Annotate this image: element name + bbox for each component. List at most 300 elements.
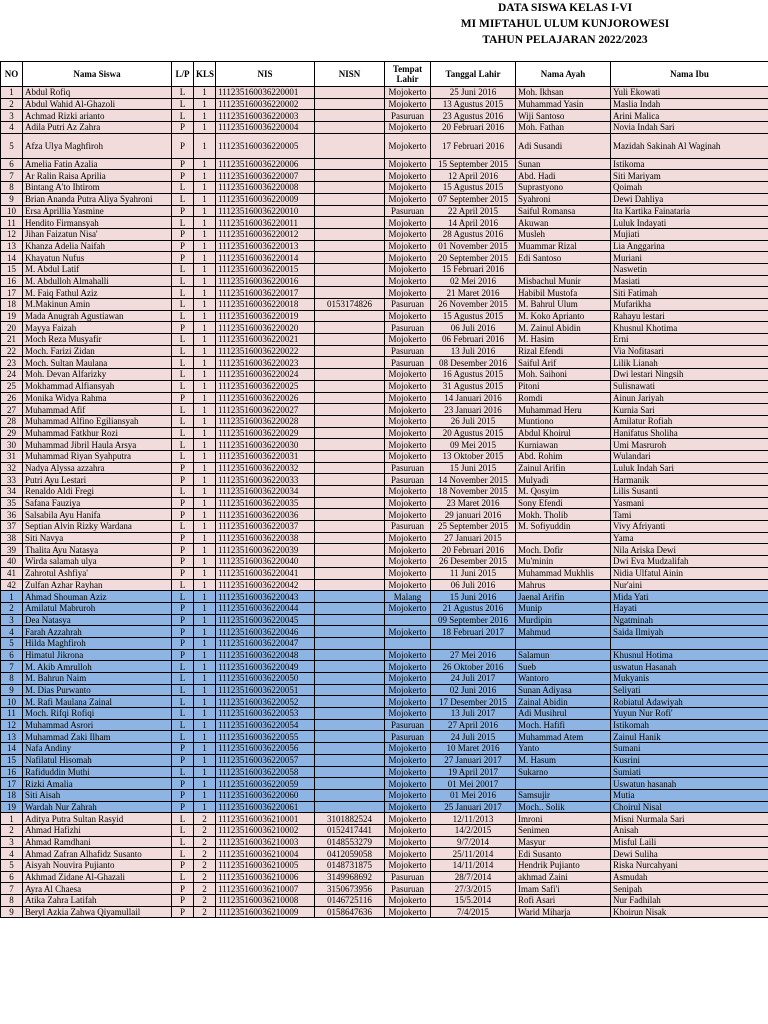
table-cell: Muntiono xyxy=(516,415,611,427)
table-cell: 1 xyxy=(194,275,216,287)
table-row xyxy=(1,813,768,825)
table-cell: 111235160036220018 xyxy=(216,299,315,311)
table-cell: 1 xyxy=(194,122,216,134)
table-cell: 111235160036220002 xyxy=(216,98,315,110)
table-cell: Dewi Dahliya xyxy=(611,193,768,205)
table-body xyxy=(1,87,768,918)
table-cell: Misful Laili xyxy=(611,836,768,848)
table-cell: Nur'aini xyxy=(611,579,768,591)
table-cell: 1 xyxy=(194,287,216,299)
table-cell: Muhammad Fatkhur Rozi xyxy=(23,427,172,439)
table-cell: Mojokerto xyxy=(385,415,431,427)
table-cell: 111235160036220033 xyxy=(216,474,315,486)
table-cell: Mojokerto xyxy=(385,766,431,778)
table-cell: 1 xyxy=(194,345,216,357)
table-cell: 1 xyxy=(194,263,216,275)
table-cell: Moh. Saihoni xyxy=(516,369,611,381)
table-cell: Sunan xyxy=(516,158,611,170)
table-cell: 08 Desember 2016 xyxy=(431,357,516,369)
table-row xyxy=(1,497,768,509)
table-row xyxy=(1,509,768,521)
table-cell: Khusnul Khotima xyxy=(611,322,768,334)
table-cell xyxy=(315,743,385,755)
table-cell: 1 xyxy=(194,567,216,579)
table-cell: L xyxy=(172,415,194,427)
table-cell xyxy=(315,462,385,474)
table-cell: Mojokerto xyxy=(385,217,431,229)
table-cell: L xyxy=(172,310,194,322)
table-cell xyxy=(315,731,385,743)
table-cell: 11 xyxy=(1,217,23,229)
table-cell: 10 Maret 2016 xyxy=(431,743,516,755)
table-cell: 4 xyxy=(1,848,23,860)
table-cell: 1 xyxy=(194,521,216,533)
table-cell: 2 xyxy=(1,824,23,836)
table-cell: L xyxy=(172,731,194,743)
table-cell: P xyxy=(172,895,194,907)
table-cell: Harmanik xyxy=(611,474,768,486)
table-cell: 1 xyxy=(194,556,216,568)
table-cell: 1 xyxy=(194,158,216,170)
table-cell: 111235160036220049 xyxy=(216,661,315,673)
table-cell: 22 xyxy=(1,345,23,357)
table-cell: 111235160036220003 xyxy=(216,110,315,122)
table-row xyxy=(1,836,768,848)
table-cell: Siti Mariyam xyxy=(611,170,768,182)
table-cell: 9 xyxy=(1,684,23,696)
table-cell: P xyxy=(172,778,194,790)
table-cell: 16 xyxy=(1,766,23,778)
table-row xyxy=(1,310,768,322)
table-cell: 111235160036210004 xyxy=(216,848,315,860)
table-cell: 111235160036220034 xyxy=(216,486,315,498)
table-cell: 26 November 2015 xyxy=(431,299,516,311)
table-cell: 17 xyxy=(1,287,23,299)
table-cell: 13 Oktober 2015 xyxy=(431,450,516,462)
table-cell: 25 Juni 2016 xyxy=(431,87,516,99)
table-cell: Mahrus xyxy=(516,579,611,591)
table-cell: 25 Januari 2017 xyxy=(431,801,516,813)
table-cell: 14 xyxy=(1,252,23,264)
table-row xyxy=(1,883,768,895)
table-row xyxy=(1,649,768,661)
table-cell: L xyxy=(172,263,194,275)
table-cell: 111235160036220054 xyxy=(216,719,315,731)
table-cell: M. Sofiyuddin xyxy=(516,521,611,533)
table-cell xyxy=(516,263,611,275)
table-cell: L xyxy=(172,369,194,381)
table-cell xyxy=(516,778,611,790)
table-cell: Seliyati xyxy=(611,684,768,696)
table-cell: Mojokerto xyxy=(385,906,431,918)
table-row xyxy=(1,133,768,158)
table-cell: 42 xyxy=(1,579,23,591)
table-cell xyxy=(315,509,385,521)
table-cell: P xyxy=(172,122,194,134)
table-cell: Mada Anugrah Agustiawan xyxy=(23,310,172,322)
table-cell: 35 xyxy=(1,497,23,509)
table-cell: 14/11/2014 xyxy=(431,860,516,872)
column-header: NIS xyxy=(216,62,315,87)
table-cell: L xyxy=(172,813,194,825)
table-cell xyxy=(315,193,385,205)
table-cell: Mojokerto xyxy=(385,427,431,439)
table-cell: Yuyun Nur Rofi' xyxy=(611,708,768,720)
table-cell: 1 xyxy=(194,743,216,755)
table-cell: Khusnul Hotima xyxy=(611,649,768,661)
table-cell: 12 xyxy=(1,228,23,240)
table-cell: P xyxy=(172,556,194,568)
table-cell: Senimen xyxy=(516,824,611,836)
table-cell xyxy=(611,637,768,649)
table-cell: L xyxy=(172,299,194,311)
table-cell: 111235160036220025 xyxy=(216,380,315,392)
table-cell: 27 Mei 2016 xyxy=(431,649,516,661)
table-row xyxy=(1,240,768,252)
table-cell: 111235160036220008 xyxy=(216,182,315,194)
table-cell xyxy=(315,661,385,673)
table-cell: P xyxy=(172,133,194,158)
table-cell: Akhmad Zidane Al-Ghazali xyxy=(23,871,172,883)
table-cell: Mojokerto xyxy=(385,133,431,158)
table-cell: Ahmad Ramdhani xyxy=(23,836,172,848)
table-cell: 1 xyxy=(194,133,216,158)
table-cell: Lilis Susanti xyxy=(611,486,768,498)
table-cell: 111235160036220046 xyxy=(216,626,315,638)
table-cell: 15 xyxy=(1,754,23,766)
table-cell xyxy=(315,556,385,568)
table-cell: Renaldo Aldi Fregi xyxy=(23,486,172,498)
table-cell: M. Zainul Abidin xyxy=(516,322,611,334)
table-cell: akhmad Zaini xyxy=(516,871,611,883)
table-cell: Muriani xyxy=(611,252,768,264)
table-cell: 27 xyxy=(1,404,23,416)
table-cell: 9/7/2014 xyxy=(431,836,516,848)
table-cell: 5 xyxy=(1,860,23,872)
table-cell xyxy=(315,579,385,591)
table-cell: uswatun Hasanah xyxy=(611,661,768,673)
table-cell: 31 Agustus 2015 xyxy=(431,380,516,392)
table-cell: L xyxy=(172,87,194,99)
table-cell: M. Qosyim xyxy=(516,486,611,498)
table-cell: P xyxy=(172,509,194,521)
table-cell: Rofi Asari xyxy=(516,895,611,907)
table-cell: 111235160036220052 xyxy=(216,696,315,708)
table-cell: Muhammad Heru xyxy=(516,404,611,416)
table-cell: 26 Oktober 2016 xyxy=(431,661,516,673)
table-cell: Muammar Rizal xyxy=(516,240,611,252)
table-row xyxy=(1,345,768,357)
table-cell: Muhammad Asrori xyxy=(23,719,172,731)
table-cell: 1 xyxy=(194,474,216,486)
table-cell: 07 September 2015 xyxy=(431,193,516,205)
table-cell: Mojokerto xyxy=(385,252,431,264)
table-cell: 111235160036220040 xyxy=(216,556,315,568)
table-cell: Sunan Adiyasa xyxy=(516,684,611,696)
table-cell: Mojokerto xyxy=(385,170,431,182)
table-cell: Abdul Rofiq xyxy=(23,87,172,99)
table-cell: Mazidah Sakinah Al Waginah xyxy=(611,133,768,158)
table-cell: L xyxy=(172,217,194,229)
table-cell: Mojokerto xyxy=(385,392,431,404)
table-cell: Mojokerto xyxy=(385,334,431,346)
table-row xyxy=(1,427,768,439)
table-row xyxy=(1,334,768,346)
table-cell: 111235160036220014 xyxy=(216,252,315,264)
table-cell: 9 xyxy=(1,193,23,205)
table-cell: Bintang A'to Ihtirom xyxy=(23,182,172,194)
table-row xyxy=(1,556,768,568)
table-cell xyxy=(315,474,385,486)
table-cell: Nadya Alyssa azzahra xyxy=(23,462,172,474)
table-cell: 25 xyxy=(1,380,23,392)
table-cell xyxy=(315,614,385,626)
table-cell xyxy=(315,427,385,439)
table-cell: Mojokerto xyxy=(385,626,431,638)
table-row xyxy=(1,521,768,533)
table-cell: 3149968692 xyxy=(315,871,385,883)
table-row xyxy=(1,415,768,427)
column-header: KLS xyxy=(194,62,216,87)
table-row xyxy=(1,754,768,766)
table-cell: 3 xyxy=(1,836,23,848)
table-cell: Pasuruan xyxy=(385,883,431,895)
table-row xyxy=(1,673,768,685)
table-cell: Mojokerto xyxy=(385,509,431,521)
table-cell: 1 xyxy=(194,228,216,240)
table-cell: 16 Agustus 2015 xyxy=(431,369,516,381)
table-cell: Safana Fauziya xyxy=(23,497,172,509)
table-cell xyxy=(315,110,385,122)
table-row xyxy=(1,860,768,872)
table-cell: P xyxy=(172,860,194,872)
table-cell: 1 xyxy=(194,801,216,813)
table-cell: Ar Ralin Raisa Aprilia xyxy=(23,170,172,182)
table-cell: Aditya Putra Sultan Rasyid xyxy=(23,813,172,825)
table-cell: Abd. Rohim xyxy=(516,450,611,462)
table-row xyxy=(1,743,768,755)
table-cell: 1 xyxy=(194,299,216,311)
table-cell: Zainul Hanik xyxy=(611,731,768,743)
table-cell: Dwi Eva Mudzalifah xyxy=(611,556,768,568)
table-cell: 0148553279 xyxy=(315,836,385,848)
table-cell: 18 Februari 2017 xyxy=(431,626,516,638)
table-cell: 111235160036220028 xyxy=(216,415,315,427)
table-cell: 111235160036220039 xyxy=(216,544,315,556)
table-cell: 1 xyxy=(194,415,216,427)
table-cell: 1 xyxy=(194,497,216,509)
table-cell: 1 xyxy=(194,462,216,474)
table-cell: 111235160036220006 xyxy=(216,158,315,170)
table-cell xyxy=(315,637,385,649)
table-cell: Ahmad Shouman Aziz xyxy=(23,591,172,603)
table-cell xyxy=(315,602,385,614)
table-row xyxy=(1,87,768,99)
table-cell: 1 xyxy=(194,544,216,556)
table-cell: Lilik Lianah xyxy=(611,357,768,369)
table-cell: P xyxy=(172,252,194,264)
table-cell: 1 xyxy=(194,369,216,381)
column-header: Nama Ibu xyxy=(611,62,768,87)
table-cell: Dea Natasya xyxy=(23,614,172,626)
table-cell: P xyxy=(172,497,194,509)
table-cell: Mahmud xyxy=(516,626,611,638)
table-cell xyxy=(315,217,385,229)
table-cell: 25 September 2015 xyxy=(431,521,516,533)
table-cell: 21 xyxy=(1,334,23,346)
table-cell xyxy=(315,133,385,158)
table-cell: P xyxy=(172,462,194,474)
table-cell: 111235160036220023 xyxy=(216,357,315,369)
table-cell: 2 xyxy=(194,906,216,918)
table-cell: Mojokerto xyxy=(385,369,431,381)
table-cell: 2 xyxy=(194,824,216,836)
table-cell: Adila Putri Az Zahra xyxy=(23,122,172,134)
table-cell xyxy=(315,380,385,392)
table-cell: 28 xyxy=(1,415,23,427)
table-cell: Nila Ariska Dewi xyxy=(611,544,768,556)
table-cell: Adi Susandi xyxy=(516,133,611,158)
table-cell: 0412059058 xyxy=(315,848,385,860)
table-cell: 111235160036220011 xyxy=(216,217,315,229)
table-cell: Mojokerto xyxy=(385,193,431,205)
table-cell: 111235160036220043 xyxy=(216,591,315,603)
table-cell: L xyxy=(172,579,194,591)
table-row xyxy=(1,439,768,451)
table-cell: 111235160036220027 xyxy=(216,404,315,416)
table-cell: Umi Masruroh xyxy=(611,439,768,451)
table-cell: P xyxy=(172,801,194,813)
table-cell: 0153174826 xyxy=(315,299,385,311)
table-cell: Mojokerto xyxy=(385,836,431,848)
table-cell: 01 November 2015 xyxy=(431,240,516,252)
table-cell: Akuwan xyxy=(516,217,611,229)
table-cell: Sumiati xyxy=(611,766,768,778)
table-cell: Muhammad Zaki Ilham xyxy=(23,731,172,743)
table-cell: 1 xyxy=(194,602,216,614)
table-cell: L xyxy=(172,824,194,836)
table-cell: Monika Widya Rahma xyxy=(23,392,172,404)
column-header: Nama Siswa xyxy=(23,62,172,87)
table-cell: 18 xyxy=(1,299,23,311)
table-cell: 29 januari 2016 xyxy=(431,509,516,521)
table-cell: Mojokerto xyxy=(385,240,431,252)
table-header-row xyxy=(1,62,768,87)
table-cell: 111235160036220055 xyxy=(216,731,315,743)
table-cell: 12/11/2013 xyxy=(431,813,516,825)
table-cell: Amilatul Mabruroh xyxy=(23,602,172,614)
table-row xyxy=(1,801,768,813)
table-cell: Mojokerto xyxy=(385,684,431,696)
table-cell: Abdul Wahid Al-Ghazoli xyxy=(23,98,172,110)
table-cell: Nafilatul Hisomah xyxy=(23,754,172,766)
table-row xyxy=(1,299,768,311)
table-cell: M.Makinun Amin xyxy=(23,299,172,311)
table-cell: Muhammad Afif xyxy=(23,404,172,416)
table-cell: 2 xyxy=(194,836,216,848)
table-cell: L xyxy=(172,345,194,357)
table-cell: 111235160036220019 xyxy=(216,310,315,322)
table-cell: Murdipin xyxy=(516,614,611,626)
table-cell: 111235160036220001 xyxy=(216,87,315,99)
table-cell: Mojokerto xyxy=(385,708,431,720)
table-cell: L xyxy=(172,334,194,346)
table-cell: 1 xyxy=(194,696,216,708)
table-row xyxy=(1,110,768,122)
table-cell: 1 xyxy=(194,637,216,649)
table-cell: 8 xyxy=(1,895,23,907)
table-cell xyxy=(315,450,385,462)
table-cell: Mojokerto xyxy=(385,158,431,170)
table-cell: 111235160036220045 xyxy=(216,614,315,626)
table-cell: Anisah xyxy=(611,824,768,836)
table-cell: 111235160036220020 xyxy=(216,322,315,334)
table-cell: 1 xyxy=(194,789,216,801)
table-cell: Pasuruan xyxy=(385,345,431,357)
table-cell: 27 April 2016 xyxy=(431,719,516,731)
table-cell: 111235160036220009 xyxy=(216,193,315,205)
table-cell: 13 Agustus 2015 xyxy=(431,98,516,110)
table-cell xyxy=(315,497,385,509)
table-cell: 111235160036220015 xyxy=(216,263,315,275)
table-cell: Rizal Efendi xyxy=(516,345,611,357)
table-cell: Erni xyxy=(611,334,768,346)
table-cell xyxy=(315,521,385,533)
table-cell: Saiful Arif xyxy=(516,357,611,369)
table-cell: L xyxy=(172,182,194,194)
table-cell: 1 xyxy=(194,439,216,451)
table-cell: Kusrini xyxy=(611,754,768,766)
table-cell: Mojokerto xyxy=(385,661,431,673)
table-cell: Masiati xyxy=(611,275,768,287)
table-cell: Siti Navya xyxy=(23,532,172,544)
table-cell: 13 xyxy=(1,731,23,743)
table-cell: 36 xyxy=(1,509,23,521)
table-cell: 111235160036220007 xyxy=(216,170,315,182)
table-cell: Mojokerto xyxy=(385,813,431,825)
table-cell: Mujiati xyxy=(611,228,768,240)
table-cell: 1 xyxy=(194,205,216,217)
table-cell: Zahrotul Ashfiya' xyxy=(23,567,172,579)
table-cell: 111235160036220044 xyxy=(216,602,315,614)
table-cell: 111235160036210005 xyxy=(216,860,315,872)
table-cell: 111235160036220056 xyxy=(216,743,315,755)
table-cell: 111235160036220005 xyxy=(216,133,315,158)
table-cell xyxy=(385,614,431,626)
table-cell: Muhammad Mukhlis xyxy=(516,567,611,579)
table-cell: Muhammad Riyan Syahputra xyxy=(23,450,172,462)
table-cell: Mojokerto xyxy=(385,754,431,766)
table-row xyxy=(1,848,768,860)
table-cell: 19 April 2017 xyxy=(431,766,516,778)
table-cell: 1 xyxy=(194,170,216,182)
table-cell: Rahayu lestari xyxy=(611,310,768,322)
table-cell: L xyxy=(172,287,194,299)
table-cell: 39 xyxy=(1,544,23,556)
table-cell: Ersa Aprillia Yasmine xyxy=(23,205,172,217)
table-cell: Luluk Indah Sari xyxy=(611,462,768,474)
table-cell: Malang xyxy=(385,591,431,603)
table-cell: Wirda salamah ulya xyxy=(23,556,172,568)
table-cell: 1 xyxy=(194,486,216,498)
table-cell: L xyxy=(172,450,194,462)
table-cell: 15 September 2015 xyxy=(431,158,516,170)
table-cell: Moh. Fathan xyxy=(516,122,611,134)
table-cell: Sony Efendi xyxy=(516,497,611,509)
table-cell: Dewi Suliha xyxy=(611,848,768,860)
table-cell: 22 April 2015 xyxy=(431,205,516,217)
table-cell: 06 Juli 2016 xyxy=(431,579,516,591)
